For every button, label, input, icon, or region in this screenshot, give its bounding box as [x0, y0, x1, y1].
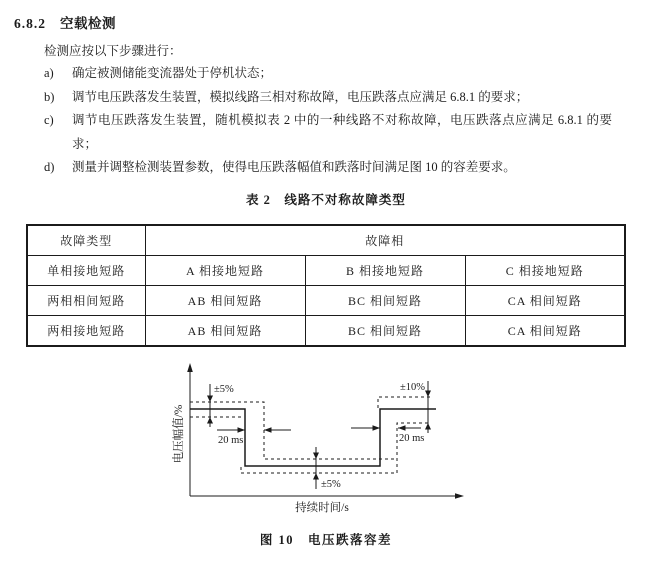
arrow-up-icon	[207, 417, 213, 424]
table-row	[27, 286, 625, 316]
arrow-down-icon	[207, 396, 213, 403]
table-cell: C 相接地短路	[465, 256, 625, 286]
table-cell: CA 相间短路	[465, 286, 625, 316]
x-axis-label: 持续时间/s	[295, 502, 349, 514]
list-item-text: 确定被测储能变流器处于停机状态；	[72, 66, 273, 80]
arrow-right-icon	[238, 427, 246, 433]
table-cell: CA 相间短路	[465, 316, 625, 347]
fault-type-table	[26, 224, 626, 347]
y-axis-label: 电压幅值/%	[173, 404, 185, 464]
intro-paragraph: 检测应按以下步骤进行：	[44, 44, 182, 58]
rise-time-label: 20 ms	[399, 433, 425, 444]
voltage-dip-tolerance-diagram	[0, 356, 652, 520]
list-item-text: 调节电压跌落发生装置，随机模拟表 2 中的一种线路不对称故障，电压跌落点应满足 6.8.1 的要求；	[72, 113, 612, 151]
section-number: 6.8.2	[14, 16, 46, 31]
table-cell: BC 相间短路	[305, 286, 465, 316]
arrow-left-icon	[398, 425, 406, 431]
table-cell: 两相接地短路	[27, 316, 145, 347]
list-item	[44, 156, 612, 180]
procedure-list	[44, 62, 612, 180]
table-row	[27, 256, 625, 286]
list-item	[44, 62, 612, 86]
list-item-text: 调节电压跌落发生装置，模拟线路三相对称故障，电压跌落点应满足 6.8.1 的要求；	[72, 89, 529, 104]
list-item	[44, 86, 612, 110]
dip-tolerance-label: ±5%	[321, 479, 341, 490]
top-tolerance-label: ±5%	[214, 384, 234, 395]
section-heading	[14, 12, 116, 32]
x-axis-arrow-icon	[455, 493, 464, 499]
column-header: 故障相	[145, 225, 625, 256]
recovery-upper-tolerance-dashed-line	[378, 397, 433, 408]
recovery-tolerance-label: ±10%	[399, 382, 425, 393]
list-item-text: 测量并调整检测装置参数，使得电压跌落幅值和跌落时间满足图 10 的容差要求。	[72, 160, 516, 174]
arrow-up-icon	[313, 473, 319, 480]
table-cell: 两相相间短路	[27, 286, 145, 316]
table-cell: A 相接地短路	[145, 256, 305, 286]
list-item-marker: a)	[44, 66, 54, 80]
table-cell: AB 相间短路	[145, 286, 305, 316]
list-item-marker: d)	[44, 160, 55, 174]
section-title: 空载检测	[60, 16, 116, 31]
figure-caption: 图 10 电压跌落容差	[259, 533, 393, 547]
arrow-right-icon	[373, 425, 381, 431]
arrow-down-icon	[425, 391, 431, 398]
list-item-marker: b)	[44, 89, 55, 104]
arrow-down-icon	[313, 453, 319, 460]
list-item-marker: c)	[44, 113, 54, 127]
table-cell: 单相接地短路	[27, 256, 145, 286]
table-caption: 表 2 线路不对称故障类型	[246, 193, 406, 207]
arrow-left-icon	[264, 427, 272, 433]
table-cell: BC 相间短路	[305, 316, 465, 347]
drop-time-label: 20 ms	[218, 435, 244, 446]
table-header-row	[27, 225, 625, 256]
list-item	[44, 109, 612, 156]
table-cell: AB 相间短路	[145, 316, 305, 347]
column-header: 故障类型	[27, 225, 145, 256]
table-row	[27, 316, 625, 347]
y-axis-arrow-icon	[187, 363, 193, 372]
table-cell: B 相接地短路	[305, 256, 465, 286]
arrow-up-icon	[425, 423, 431, 430]
